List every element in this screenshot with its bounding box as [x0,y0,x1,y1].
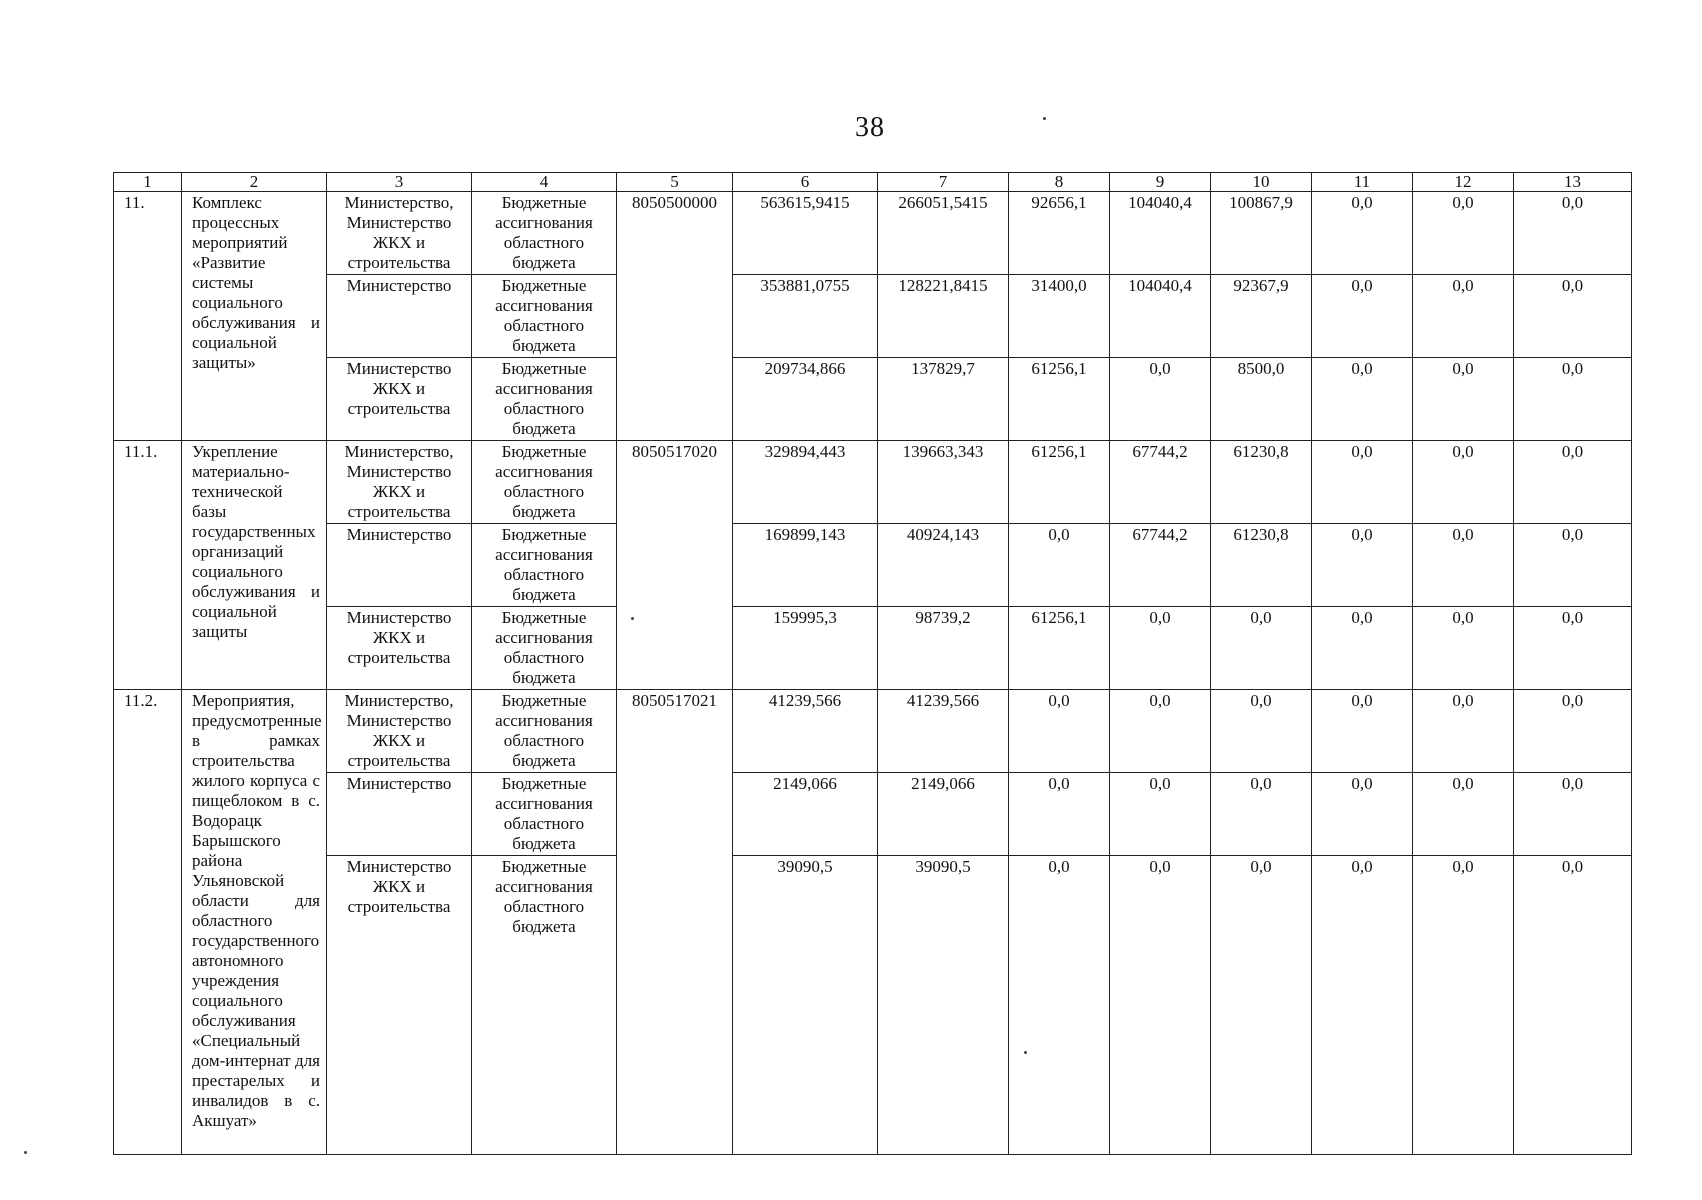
responsible-executor: Министерство ЖКХ и строительства [327,856,472,1155]
amount-cell: 61230,8 [1211,441,1312,524]
amount-cell: 61256,1 [1009,607,1110,690]
funding-source: Бюджетные ассигнования областного бюджета [472,524,617,607]
amount-cell: 0,0 [1312,607,1413,690]
amount-cell: 39090,5 [878,856,1009,1155]
budget-table [113,172,1632,1155]
table-body [114,173,1632,1155]
column-number-row [114,173,1632,192]
amount-cell: 266051,5415 [878,192,1009,275]
amount-cell: 0,0 [1312,358,1413,441]
amount-cell: 41239,566 [878,690,1009,773]
amount-cell: 0,0 [1514,275,1632,358]
amount-cell: 329894,443 [733,441,878,524]
amount-cell: 0,0 [1110,690,1211,773]
table-row [114,192,1632,275]
amount-cell: 61256,1 [1009,441,1110,524]
amount-cell: 0,0 [1514,192,1632,275]
amount-cell: 0,0 [1211,690,1312,773]
amount-cell: 0,0 [1110,773,1211,856]
responsible-executor: Министерство, Министерство ЖКХ и строительства [327,441,472,524]
amount-cell: 41239,566 [733,690,878,773]
amount-cell: 92367,9 [1211,275,1312,358]
column-number: 2 [182,173,327,192]
table-row [114,773,1632,856]
column-number: 5 [617,173,733,192]
amount-cell: 0,0 [1413,773,1514,856]
table-row [114,441,1632,524]
amount-cell: 31400,0 [1009,275,1110,358]
amount-cell: 98739,2 [878,607,1009,690]
amount-cell: 0,0 [1312,441,1413,524]
amount-cell: 39090,5 [733,856,878,1155]
column-number: 13 [1514,173,1632,192]
amount-cell: 0,0 [1110,358,1211,441]
funding-source: Бюджетные ассигнования областного бюджета [472,441,617,524]
funding-source: Бюджетные ассигнования областного бюджета [472,192,617,275]
column-number: 8 [1009,173,1110,192]
amount-cell: 100867,9 [1211,192,1312,275]
column-number: 3 [327,173,472,192]
column-number: 6 [733,173,878,192]
amount-cell: 0,0 [1211,607,1312,690]
column-number: 4 [472,173,617,192]
scan-speck [631,617,634,620]
funding-source: Бюджетные ассигнования областного бюджета [472,690,617,773]
column-number: 1 [114,173,182,192]
amount-cell: 0,0 [1413,856,1514,1155]
funding-source: Бюджетные ассигнования областного бюджета [472,773,617,856]
table-row [114,690,1632,773]
funding-source: Бюджетные ассигнования областного бюджета [472,856,617,1155]
amount-cell: 0,0 [1413,524,1514,607]
amount-cell: 0,0 [1413,358,1514,441]
amount-cell: 0,0 [1312,192,1413,275]
column-number: 7 [878,173,1009,192]
budget-code: 8050500000 [617,192,733,441]
amount-cell: 0,0 [1312,690,1413,773]
amount-cell: 128221,8415 [878,275,1009,358]
amount-cell: 92656,1 [1009,192,1110,275]
amount-cell: 2149,066 [733,773,878,856]
amount-cell: 61256,1 [1009,358,1110,441]
amount-cell: 0,0 [1413,607,1514,690]
item-name: Мероприятия, предусмотренные в рамках строительства жилого корпуса с пищеблоком в с. Водорацк Барышского района Ульяновской области для областного государственного автономного учреждения социального обслуживания «Специальный дом-интернат для престарелых и инвалидов в с. Акшуат» [182,690,327,1155]
amount-cell: 0,0 [1413,275,1514,358]
funding-source: Бюджетные ассигнования областного бюджета [472,275,617,358]
amount-cell: 353881,0755 [733,275,878,358]
budget-code: 8050517020 [617,441,733,690]
amount-cell: 0,0 [1514,856,1632,1155]
table-row [114,524,1632,607]
column-number: 10 [1211,173,1312,192]
item-name: Укрепление материально-технической базы государственных организаций социального обслуживания и социальной защиты [182,441,327,690]
table-row [114,607,1632,690]
item-number: 11.2. [114,690,182,1155]
amount-cell: 0,0 [1514,524,1632,607]
item-number: 11. [114,192,182,441]
amount-cell: 104040,4 [1110,275,1211,358]
funding-source: Бюджетные ассигнования областного бюджета [472,607,617,690]
scan-speck [1043,117,1046,120]
amount-cell: 2149,066 [878,773,1009,856]
amount-cell: 0,0 [1009,690,1110,773]
amount-cell: 0,0 [1514,690,1632,773]
amount-cell: 0,0 [1514,607,1632,690]
amount-cell: 0,0 [1312,856,1413,1155]
table-row [114,275,1632,358]
amount-cell: 0,0 [1514,441,1632,524]
amount-cell: 0,0 [1514,358,1632,441]
amount-cell: 0,0 [1009,773,1110,856]
amount-cell: 0,0 [1009,856,1110,1155]
page-number: 38 [855,112,885,143]
amount-cell: 0,0 [1110,856,1211,1155]
amount-cell: 0,0 [1211,773,1312,856]
table-row [114,358,1632,441]
responsible-executor: Министерство ЖКХ и строительства [327,358,472,441]
amount-cell: 0,0 [1413,690,1514,773]
column-number: 9 [1110,173,1211,192]
amount-cell: 67744,2 [1110,441,1211,524]
amount-cell: 0,0 [1110,607,1211,690]
amount-cell: 40924,143 [878,524,1009,607]
responsible-executor: Министерство ЖКХ и строительства [327,607,472,690]
scan-speck [24,1151,27,1154]
responsible-executor: Министерство [327,275,472,358]
amount-cell: 209734,866 [733,358,878,441]
column-number: 11 [1312,173,1413,192]
responsible-executor: Министерство, Министерство ЖКХ и строительства [327,192,472,275]
amount-cell: 169899,143 [733,524,878,607]
amount-cell: 137829,7 [878,358,1009,441]
amount-cell: 8500,0 [1211,358,1312,441]
amount-cell: 139663,343 [878,441,1009,524]
amount-cell: 0,0 [1211,856,1312,1155]
amount-cell: 67744,2 [1110,524,1211,607]
amount-cell: 61230,8 [1211,524,1312,607]
item-name: Комплекс процессных мероприятий «Развитие системы социального обслуживания и социальной защиты» [182,192,327,441]
amount-cell: 104040,4 [1110,192,1211,275]
amount-cell: 0,0 [1009,524,1110,607]
amount-cell: 0,0 [1312,773,1413,856]
responsible-executor: Министерство, Министерство ЖКХ и строительства [327,690,472,773]
funding-source: Бюджетные ассигнования областного бюджета [472,358,617,441]
budget-code: 8050517021 [617,690,733,1155]
amount-cell: 0,0 [1413,441,1514,524]
column-number: 12 [1413,173,1514,192]
table-row [114,856,1632,1155]
responsible-executor: Министерство [327,773,472,856]
amount-cell: 0,0 [1312,524,1413,607]
amount-cell: 0,0 [1514,773,1632,856]
amount-cell: 159995,3 [733,607,878,690]
responsible-executor: Министерство [327,524,472,607]
scan-speck [1024,1051,1027,1054]
amount-cell: 0,0 [1413,192,1514,275]
amount-cell: 563615,9415 [733,192,878,275]
amount-cell: 0,0 [1312,275,1413,358]
item-number: 11.1. [114,441,182,690]
